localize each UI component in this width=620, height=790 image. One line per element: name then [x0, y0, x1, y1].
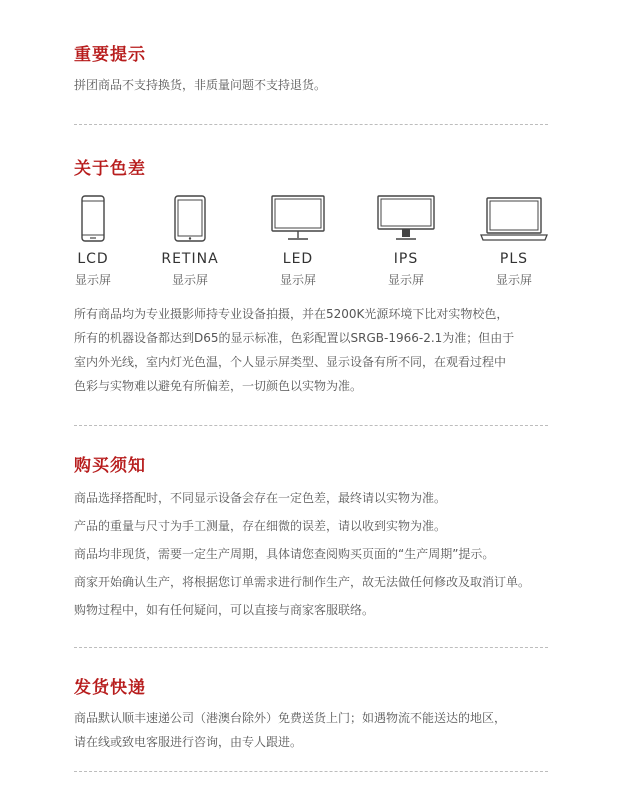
device-name: PLS: [499, 251, 529, 267]
device-retina: [150, 195, 230, 287]
divider: [74, 771, 548, 772]
color-diff-title: 关于色差: [74, 159, 146, 179]
color-diff-paragraph: [74, 302, 554, 398]
divider: [74, 425, 548, 426]
device-pls: [474, 195, 554, 287]
tablet-icon: [173, 195, 207, 243]
list-item: 购物过程中，如有任何疑问，可以直接与商家客服联络。: [74, 603, 375, 617]
paragraph-line: 室内外光线，室内灯光色温，个人显示屏类型、显示设备有所不同，在观看过程中: [74, 355, 507, 369]
device-sub: 显示屏: [279, 273, 316, 287]
paragraph-line: 请在线或致电客服进行咨询，由专人跟进。: [74, 735, 303, 749]
list-item: 商家开始确认生产，将根据您订单需求进行制作生产，故无法做任何修改及取消订单。: [74, 575, 531, 589]
device-lcd: [53, 195, 133, 287]
list-item: 商品均非现货，需要一定生产周期，具体请您查阅购买页面的“生产周期”提示。: [74, 547, 495, 561]
device-sub: 显示屏: [171, 273, 208, 287]
device-name: RETINA: [161, 251, 219, 267]
shipping-paragraph: [74, 706, 554, 754]
device-led: [258, 195, 338, 287]
paragraph-line: 所有商品均为专业摄影师持专业设备拍摄，并在5200K光源环境下比对实物校色，: [74, 307, 509, 321]
device-name: LCD: [77, 251, 109, 267]
device-ips: [366, 195, 446, 287]
device-sub: 显示屏: [495, 273, 532, 287]
device-sub: 显示屏: [387, 273, 424, 287]
paragraph-line: 色彩与实物难以避免有所偏差，一切颜色以实物为准。: [74, 379, 363, 393]
device-name: IPS: [393, 251, 419, 267]
list-item: 商品选择搭配时，不同显示设备会存在一定色差，最终请以实物为准。: [74, 491, 447, 505]
divider: [74, 124, 548, 125]
important-title: 重要提示: [74, 45, 146, 65]
laptop-icon: [480, 195, 548, 243]
paragraph-line: 所有的机器设备都达到D65的显示标准，色彩配置以SRGB-1966-2.1为准；但由于: [74, 331, 515, 345]
paragraph-line: 商品默认顺丰速递公司（港澳台除外）免费送货上门；如遇物流不能送达的地区，: [74, 711, 507, 725]
shipping-title: 发货快递: [74, 678, 146, 698]
device-sub: 显示屏: [74, 273, 111, 287]
divider: [74, 647, 548, 648]
purchase-title: 购买须知: [74, 456, 146, 476]
desktop-monitor-icon: [376, 195, 436, 243]
important-text: 拼团商品不支持换货，非质量问题不支持退货。: [74, 78, 327, 92]
device-name: LED: [282, 251, 314, 267]
monitor-icon: [270, 195, 326, 243]
phone-icon: [78, 195, 108, 243]
list-item: 产品的重量与尺寸为手工测量，存在细微的误差，请以收到实物为准。: [74, 519, 447, 533]
